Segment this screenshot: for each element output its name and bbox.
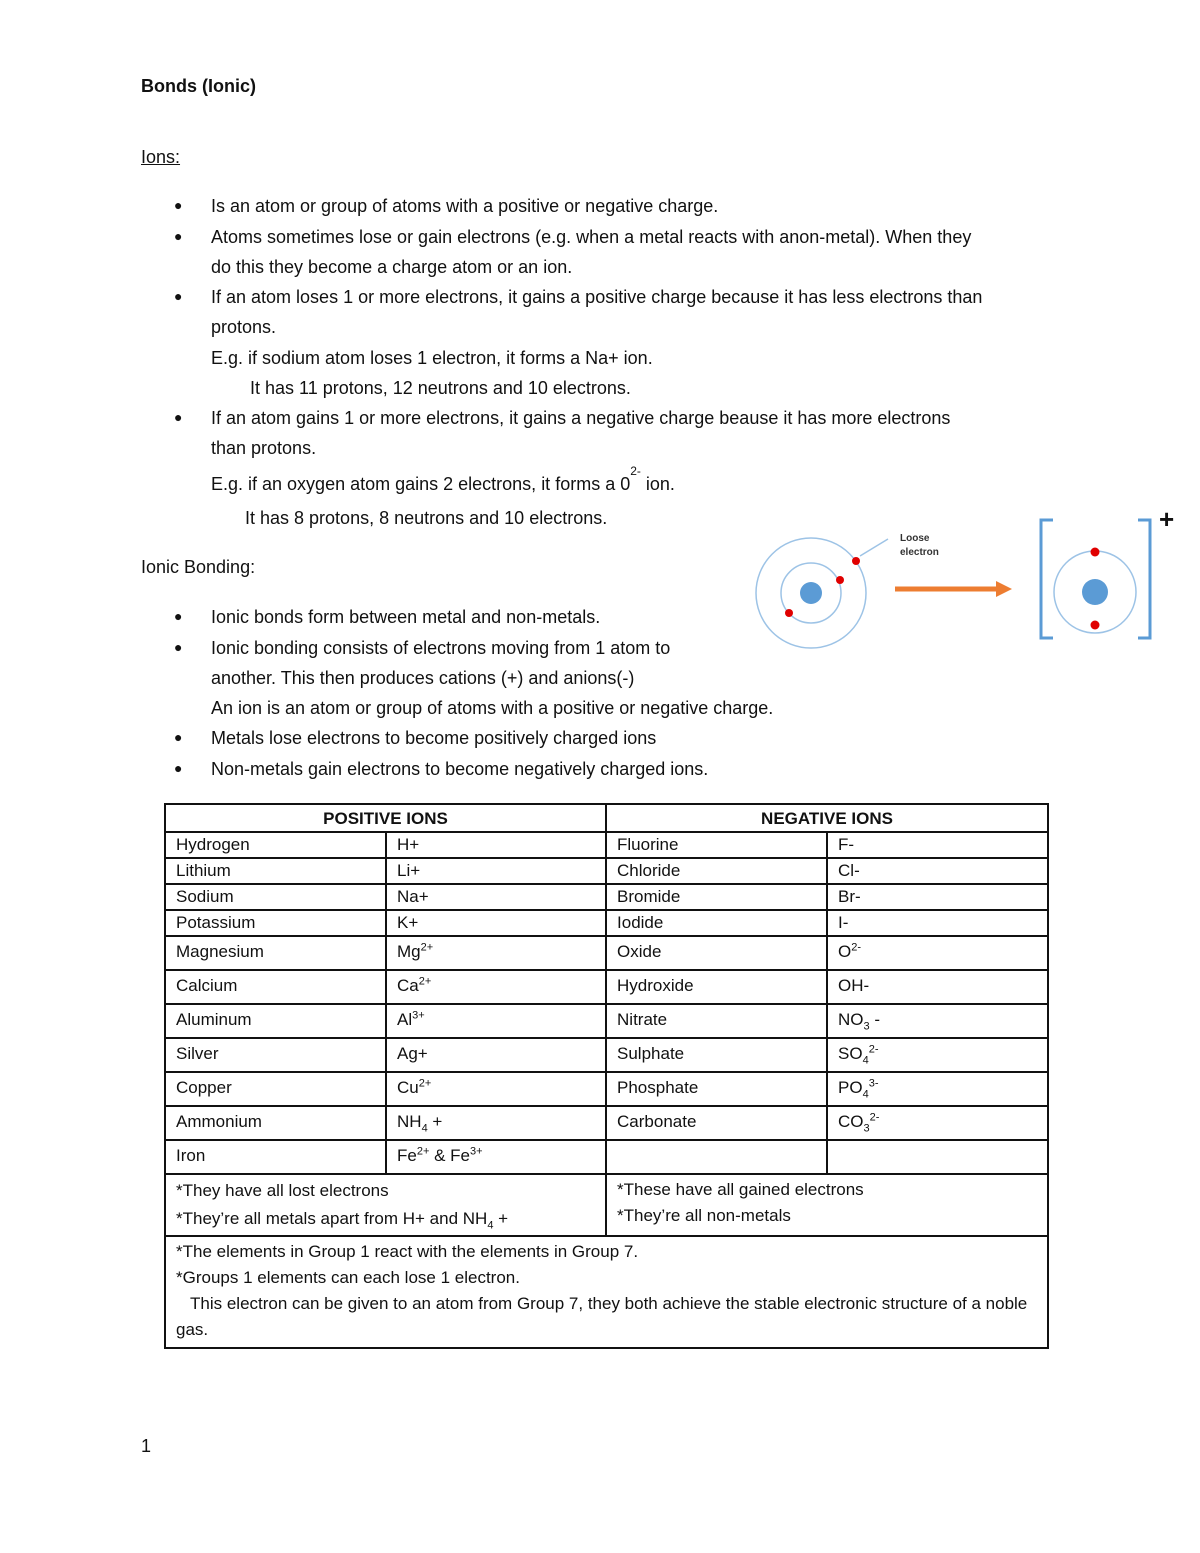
table-cell: OH- <box>827 970 1048 1004</box>
bonding-bullet-3: Metals lose electrons to become positively charged ions <box>211 728 657 748</box>
loose-electron <box>852 557 860 565</box>
electron <box>1091 621 1100 630</box>
ion-charge-plus: + <box>1159 504 1175 534</box>
bullet-icon: ● <box>174 760 183 776</box>
table-footer-row <box>165 1236 1048 1348</box>
oxygen-charge: 2- <box>630 464 641 478</box>
group-reaction-note: *The elements in Group 1 react with the elements in Group 7. *Groups 1 elements can each lose 1 electron. This electron can be given to an atom from Group 7, they both achieve the stable electronic structure of a noble gas. <box>165 1236 1048 1348</box>
table-cell: Br- <box>827 884 1048 910</box>
table-cell: $Al^{3+}$ <box>386 1004 606 1038</box>
ions-bullet-3-cont: protons. <box>211 317 277 337</box>
right-bracket <box>1138 520 1150 638</box>
table-cell: K+ <box>386 910 606 936</box>
positive-ions-note: *They have all lost electrons *They’re all metals apart from H+ and $NH_4$ + <box>165 1174 606 1236</box>
bullet-icon: ● <box>174 197 183 213</box>
table-cell: Phosphate <box>606 1072 827 1106</box>
table-row <box>165 1072 1048 1106</box>
ions-bullet-4: If an atom gains 1 or more electrons, it gains a negative charge beause it has more electrons <box>211 408 951 428</box>
table-row <box>165 1106 1048 1140</box>
table-row <box>165 1140 1048 1174</box>
table-cell: Lithium <box>165 858 386 884</box>
table-cell: Chloride <box>606 858 827 884</box>
electron <box>1091 548 1100 557</box>
label-pointer <box>860 539 888 556</box>
bullet-icon: ● <box>174 288 183 304</box>
table-row <box>165 1004 1048 1038</box>
table-cell: Na+ <box>386 884 606 910</box>
bonding-bullet-2-cont: another. This then produces cations (+) and anions(-) <box>211 668 635 688</box>
ions-bullet-1: Is an atom or group of atoms with a positive or negative charge. <box>211 196 719 216</box>
bullet-icon: ● <box>174 608 183 624</box>
ions-table <box>164 803 1049 1349</box>
table-row <box>165 858 1048 884</box>
table-cell: I- <box>827 910 1048 936</box>
table-cell: Calcium <box>165 970 386 1004</box>
table-cell: $NH_4$ + <box>386 1106 606 1140</box>
table-cell: Iodide <box>606 910 827 936</box>
table-cell: $CO_3^{2-}$ <box>827 1106 1048 1140</box>
arrow-icon <box>895 581 1012 597</box>
negative-ions-note: *These have all gained electrons *They’re all non-metals <box>606 1174 1048 1236</box>
table-cell: Bromide <box>606 884 827 910</box>
table-cell: Sodium <box>165 884 386 910</box>
table-cell: $SO_4^{2-}$ <box>827 1038 1048 1072</box>
table-cell: F- <box>827 832 1048 858</box>
page-title: Bonds (Ionic) <box>141 76 256 96</box>
table-row <box>165 936 1048 970</box>
sodium-detail: It has 11 protons, 12 neutrons and 10 electrons. <box>250 378 631 398</box>
oxygen-detail: It has 8 protons, 8 neutrons and 10 electrons. <box>245 508 608 528</box>
electron <box>836 576 844 584</box>
nucleus <box>800 582 822 604</box>
table-cell: $Ca^{2+}$ <box>386 970 606 1004</box>
table-cell: Oxide <box>606 936 827 970</box>
electron <box>785 609 793 617</box>
table-cell: Potassium <box>165 910 386 936</box>
table-cell: H+ <box>386 832 606 858</box>
table-cell: $NO_3$ - <box>827 1004 1048 1038</box>
table-cell: Ammonium <box>165 1106 386 1140</box>
table-cell <box>606 1140 827 1174</box>
table-cell <box>827 1140 1048 1174</box>
table-cell: Cl- <box>827 858 1048 884</box>
table-cell: $O^{2-}$ <box>827 936 1048 970</box>
sodium-ion <box>1041 520 1150 638</box>
bullet-icon: ● <box>174 639 183 655</box>
sodium-atom <box>756 538 866 648</box>
table-cell: Magnesium <box>165 936 386 970</box>
table-cell: Sulphate <box>606 1038 827 1072</box>
ions-bullet-3: If an atom loses 1 or more electrons, it gains a positive charge because it has less electrons than <box>211 287 983 307</box>
table-cell: Aluminum <box>165 1004 386 1038</box>
oxygen-example: E.g. if an oxygen atom gains 2 electrons, it forms a $0^{2-}$ ion. <box>211 464 675 494</box>
table-row <box>165 1038 1048 1072</box>
table-row <box>165 970 1048 1004</box>
bullet-icon: ● <box>174 409 183 425</box>
ions-bullet-2-cont: do this they become a charge atom or an ion. <box>211 257 573 277</box>
table-row <box>165 910 1048 936</box>
table-cell: Copper <box>165 1072 386 1106</box>
table-cell: Nitrate <box>606 1004 827 1038</box>
table-cell: $Cu^{2+}$ <box>386 1072 606 1106</box>
bonding-bullet-4: Non-metals gain electrons to become negatively charged ions. <box>211 759 709 779</box>
table-cell: Fluorine <box>606 832 827 858</box>
table-cell: Ag+ <box>386 1038 606 1072</box>
bonding-bullet-1: Ionic bonds form between metal and non-metals. <box>211 607 601 627</box>
bullet-icon: ● <box>174 729 183 745</box>
loose-electron-label: Loose electron <box>900 533 939 558</box>
ions-bullet-4-cont: than protons. <box>211 438 317 458</box>
table-row <box>165 832 1048 858</box>
table-cell: $Mg^{2+}$ <box>386 936 606 970</box>
bonding-bullet-2: Ionic bonding consists of electrons moving from 1 atom to <box>211 638 671 658</box>
ion-formation-diagram <box>740 510 1190 660</box>
table-cell: Li+ <box>386 858 606 884</box>
table-header-row <box>165 804 1048 832</box>
table-cell: $Fe^{2+}$ & $Fe^{3+}$ <box>386 1140 606 1174</box>
bullet-icon: ● <box>174 228 183 244</box>
ionic-bonding-heading: Ionic Bonding: <box>141 557 256 577</box>
table-notes-row <box>165 1174 1048 1236</box>
left-bracket <box>1041 520 1053 638</box>
ions-heading: Ions: <box>141 147 181 167</box>
table-cell: Carbonate <box>606 1106 827 1140</box>
table-cell: Silver <box>165 1038 386 1072</box>
page-number: 1 <box>141 1436 152 1456</box>
negative-ions-header: NEGATIVE IONS <box>606 804 1048 832</box>
table-cell: Hydrogen <box>165 832 386 858</box>
ions-bullet-2: Atoms sometimes lose or gain electrons (e.g. when a metal reacts with anon-metal). When they <box>211 227 972 247</box>
table-cell: $PO_4^{3-}$ <box>827 1072 1048 1106</box>
table-row <box>165 884 1048 910</box>
table-cell: Iron <box>165 1140 386 1174</box>
positive-ions-header: POSITIVE IONS <box>165 804 606 832</box>
sodium-example: E.g. if sodium atom loses 1 electron, it forms a Na+ ion. <box>211 348 653 368</box>
bonding-bullet-2-def: An ion is an atom or group of atoms with a positive or negative charge. <box>211 698 774 718</box>
nucleus <box>1082 579 1108 605</box>
table-cell: Hydroxide <box>606 970 827 1004</box>
